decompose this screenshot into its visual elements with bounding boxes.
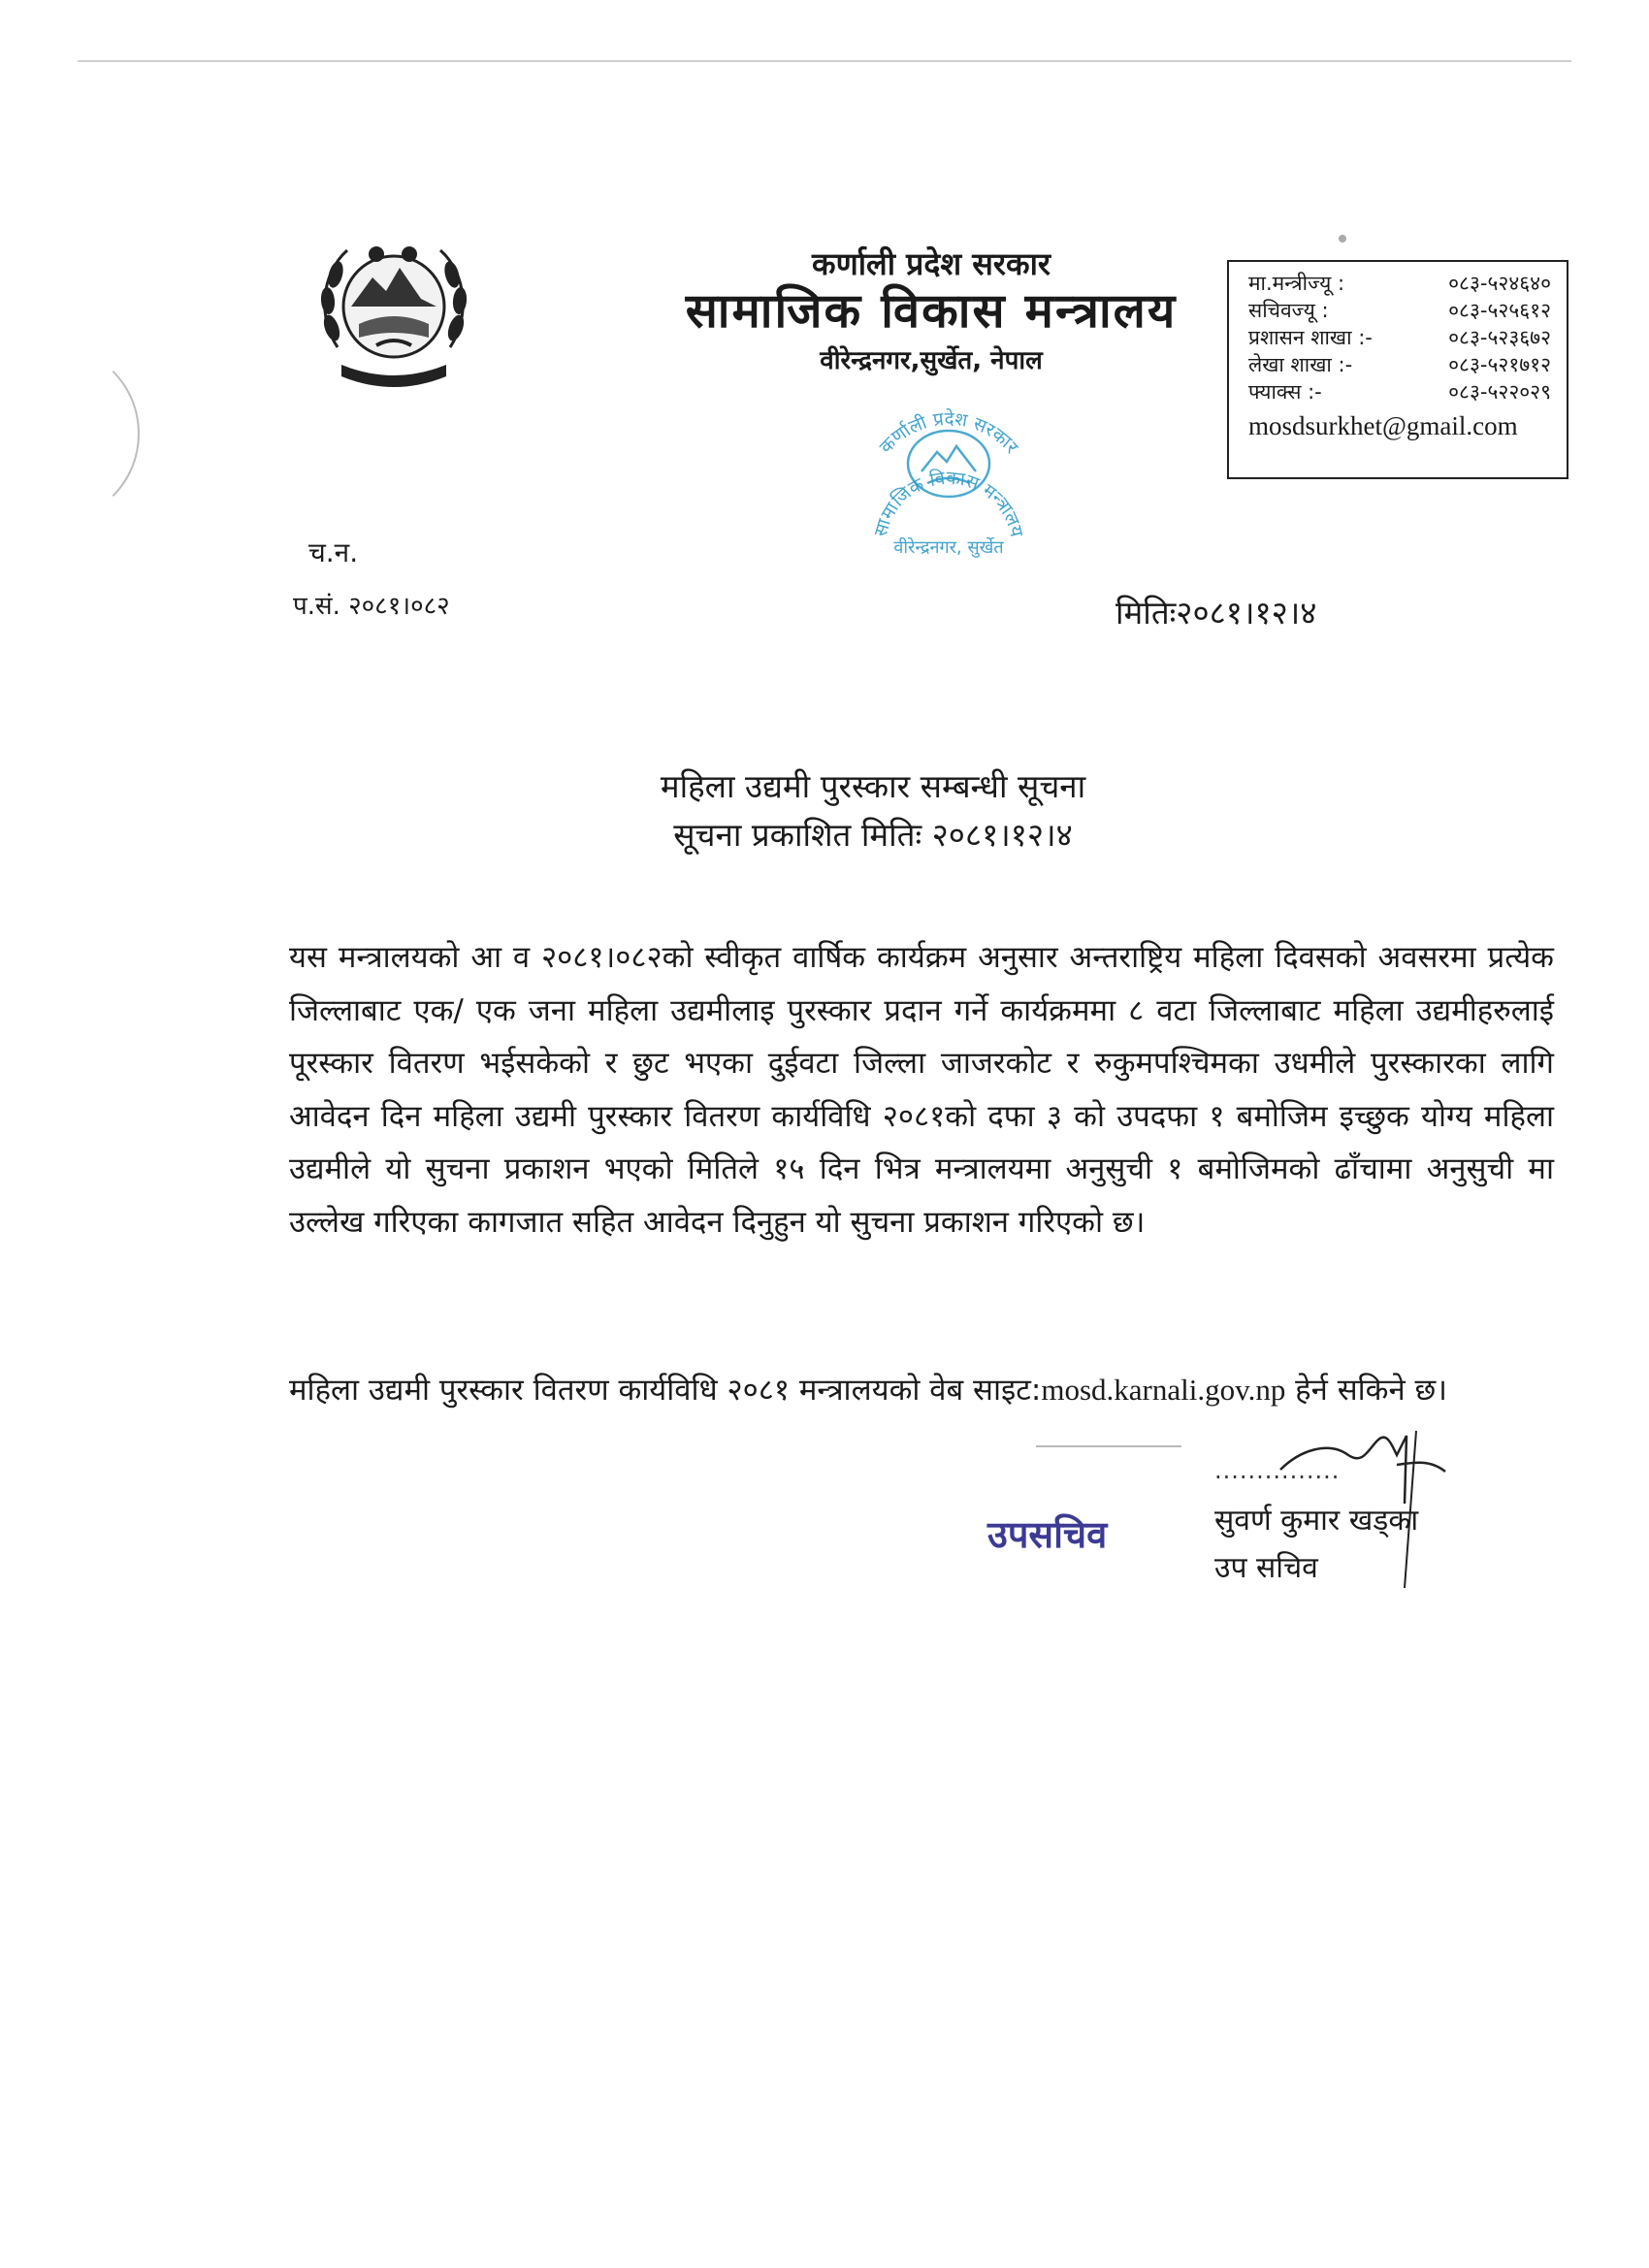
contact-row xyxy=(1248,270,1551,297)
contact-box xyxy=(1227,260,1568,479)
designation-stamp: उपसचिव xyxy=(987,1513,1108,1556)
seal-text-2: सामाजिक विकास मन्त्रालय xyxy=(869,467,1028,539)
contact-label: फ्याक्स :- xyxy=(1248,380,1322,404)
notice-website-note xyxy=(289,1364,1554,1417)
ministry-address: वीरेन्द्रनगर,सुर्खेत, नेपाल xyxy=(820,346,1043,375)
contact-row xyxy=(1248,297,1551,324)
ministry-seal-icon xyxy=(832,396,1065,559)
contact-number: ०८३-५२५६१२ xyxy=(1448,299,1551,322)
letter-ps: प.सं. २०८१।०८२ xyxy=(293,592,450,621)
subject-published-date: सूचना प्रकाशित मितिः २०८१।१२।४ xyxy=(673,816,1073,854)
contact-number: ०८३-५२३६७२ xyxy=(1448,326,1551,349)
contact-email: mosdsurkhet@gmail.com xyxy=(1248,411,1518,440)
page-top-edge xyxy=(78,60,1571,62)
contact-label: सचिवज्यू : xyxy=(1248,299,1329,322)
contact-label: मा.मन्त्रीज्यू : xyxy=(1248,272,1345,295)
nepal-emblem-icon xyxy=(308,231,479,396)
notice-body: यस मन्त्रालयको आ व २०८१।०८२को स्वीकृत वार्षिक कार्यक्रम अनुसार अन्तराष्ट्रिय महिला दिवसको अवसरमा प्रत्येक जिल्लाबाट एक/ एक जना महिला उद्यमीलाइ पुरस्कार प्रदान गर्ने कार्यक्रममा ८ वटा जिल्लाबाट महिला उद्यमीहरुलाई पूरस्कार वितरण भईसकेको र छुट भएका दुईवटा जिल्ला जाजरकोट र रुकुमपश्चिमका उधमीले पुरस्कारका लागि आवेदन दिन महिला उद्यमी पुरस्कार वितरण कार्यविधि २०८१को दफा ३ को उपदफा १ बमोजिम इच्छुक योग्य महिला उद्यमीले यो सुचना प्रकाशन भएको मितिले १५ दिन भित्र मन्त्रालयमा अनुसुची १ बमोजिमको ढाँचामा अनुसुची मा उल्लेख गरिएका कागजात सहित आवेदन दिनुहुन यो सुचना प्रकाशन गरिएको छ। xyxy=(289,940,1554,1240)
contact-row xyxy=(1248,351,1551,378)
contact-row xyxy=(1248,378,1551,405)
contact-number: ०८३-५२४६४० xyxy=(1448,272,1551,295)
letter-date: मितिः२०८१।१२।४ xyxy=(1116,594,1317,632)
contact-row xyxy=(1248,324,1551,351)
ministry-name: सामाजिक विकास मन्त्रालय xyxy=(685,283,1178,339)
signatory-title: उप सचिव xyxy=(1214,1551,1318,1585)
signatory-name: सुवर्ण कुमार खड्का xyxy=(1214,1504,1419,1538)
letter-cn: च.न. xyxy=(308,536,359,568)
seal-text-1: कर्णाली प्रदेश सरकार xyxy=(875,407,1022,458)
contact-number: ०८३-५२१७१२ xyxy=(1448,353,1551,376)
subject-title: महिला उद्यमी पुरस्कार सम्बन्धी सूचना xyxy=(660,767,1086,805)
signature-smudge xyxy=(1036,1445,1181,1447)
signature-dots: ............... xyxy=(1214,1457,1341,1484)
svg-text:कर्णाली प्रदेश सरकार xyxy=(875,407,1022,459)
notice-subject xyxy=(582,762,1164,859)
contact-number: ०८३-५२२०२९ xyxy=(1448,380,1551,404)
province-name: कर्णाली प्रदेश सरकार xyxy=(812,245,1051,282)
website-link[interactable]: mosd.karnali.gov.np xyxy=(1041,1373,1286,1407)
note-suffix: हेर्न सकिने छ। xyxy=(1285,1373,1448,1408)
svg-text:सामाजिक विकास मन्त्रालय xyxy=(870,467,1027,540)
seal-text-3: वीरेन्द्रनगर, सुर्खेत xyxy=(893,537,1004,558)
page-curl-mark xyxy=(0,344,140,523)
contact-label: लेखा शाखा :- xyxy=(1248,353,1353,376)
scan-speck xyxy=(1339,235,1346,243)
note-prefix: महिला उद्यमी पुरस्कार वितरण कार्यविधि २०८१ मन्त्रालयको वेब साइट: xyxy=(289,1373,1042,1408)
contact-label: प्रशासन शाखा :- xyxy=(1248,326,1373,349)
